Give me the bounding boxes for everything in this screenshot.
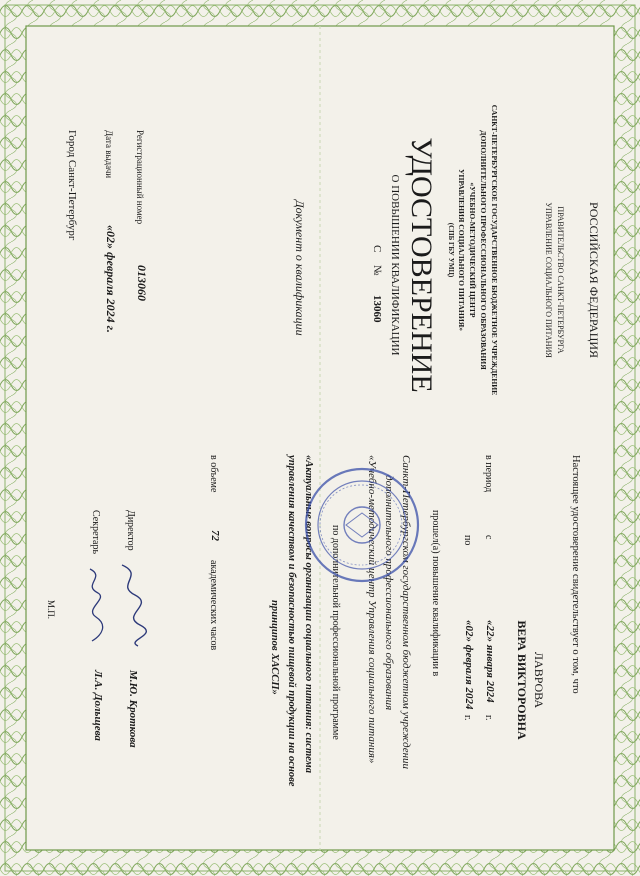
to-year-suffix: г. bbox=[462, 715, 473, 721]
seal-place: М.П. bbox=[46, 600, 56, 620]
from-year-suffix: г. bbox=[483, 715, 494, 721]
institution-line-3: «Учебно-методический центр Управления социального питания» bbox=[366, 455, 378, 764]
program-line-2: управления качеством и безопасностью пищевой продукции на основе bbox=[286, 455, 297, 787]
org-line-5: (СПБ ГБУ УМЦ) bbox=[447, 222, 455, 278]
document-title: УДОСТОВЕРЕНИЕ bbox=[405, 137, 438, 393]
document-subtitle: О ПОВЫШЕНИИ КВАЛИФИКАЦИИ bbox=[389, 174, 401, 356]
period-label: в период bbox=[483, 455, 494, 493]
org-line-1: САНКТ-ПЕТЕРБУРГСКОЕ ГОСУДАРСТВЕННОЕ БЮДЖЕТНОЕ УЧРЕЖДЕНИЕ bbox=[490, 104, 499, 396]
org-line-3: «УЧЕБНО-МЕТОДИЧЕСКИЙ ЦЕНТР bbox=[468, 182, 477, 318]
director-signature-icon bbox=[110, 560, 150, 650]
issue-date: «02» февраля 2024 г. bbox=[104, 225, 118, 333]
passed-text: прошел(а) повышение квалификации в bbox=[430, 510, 441, 677]
city: Город Санкт-Петербург bbox=[66, 130, 78, 241]
program-line-3: принципов ХАССП» bbox=[269, 600, 280, 695]
org-line-4: УПРАВЛЕНИЯ СОЦИАЛЬНОГО ПИТАНИЯ» bbox=[457, 168, 466, 332]
official-seal bbox=[302, 465, 422, 585]
to-label: по bbox=[462, 535, 473, 546]
program-line-1: «Актуальные вопросы организации социального питания: система bbox=[303, 455, 314, 774]
department-line: УПРАВЛЕНИЕ СОЦИАЛЬНОГО ПИТАНИЯ bbox=[544, 202, 553, 358]
to-date: «02» февраля 2024 bbox=[463, 620, 475, 710]
volume-unit: академических часов bbox=[208, 560, 219, 651]
secretary-label: Секретарь bbox=[90, 510, 101, 555]
country-title: РОССИЙСКАЯ ФЕДЕРАЦИЯ bbox=[587, 201, 601, 359]
recipient-surname: ЛАВРОВА bbox=[532, 651, 546, 709]
issue-date-label: Дата выдачи bbox=[104, 130, 114, 179]
registration-label: Регистрационный номер bbox=[135, 130, 145, 225]
number-sign: № bbox=[371, 265, 383, 276]
secretary-name: Л.А. Дольщева bbox=[92, 670, 104, 741]
document-type: Документ о квалификации bbox=[293, 200, 307, 336]
director-name: М.Ю. Кроткова bbox=[127, 670, 139, 748]
director-label: Директор bbox=[125, 510, 136, 551]
volume-hours: 72 bbox=[209, 530, 221, 541]
institution-line-1: Санкт-Петербургском государственном бюджетном учреждении bbox=[400, 455, 412, 770]
intro-text: Настоящее удостоверение свидетельствует о том, что bbox=[570, 455, 581, 694]
recipient-name: ВЕРА ВИКТОРОВНА bbox=[515, 620, 529, 740]
certificate-number: 13060 bbox=[371, 295, 383, 323]
institution-line-2: дополнительного профессионального образования bbox=[383, 475, 395, 711]
org-line-2: ДОПОЛНИТЕЛЬНОГО ПРОФЕССИОНАЛЬНОГО ОБРАЗОВАНИЯ bbox=[479, 130, 488, 370]
from-date: «22» января 2024 bbox=[484, 620, 496, 703]
from-label: с bbox=[483, 535, 494, 540]
volume-label: в объеме bbox=[208, 455, 219, 493]
government-line: ПРАВИТЕЛЬСТВО САНКТ-ПЕТЕРБУРГА bbox=[556, 206, 565, 354]
secretary-signature-icon bbox=[76, 565, 112, 645]
series-prefix: С bbox=[371, 245, 383, 253]
program-label: по дополнительной профессиональной программе bbox=[330, 525, 341, 740]
registration-number: 013060 bbox=[135, 265, 149, 301]
